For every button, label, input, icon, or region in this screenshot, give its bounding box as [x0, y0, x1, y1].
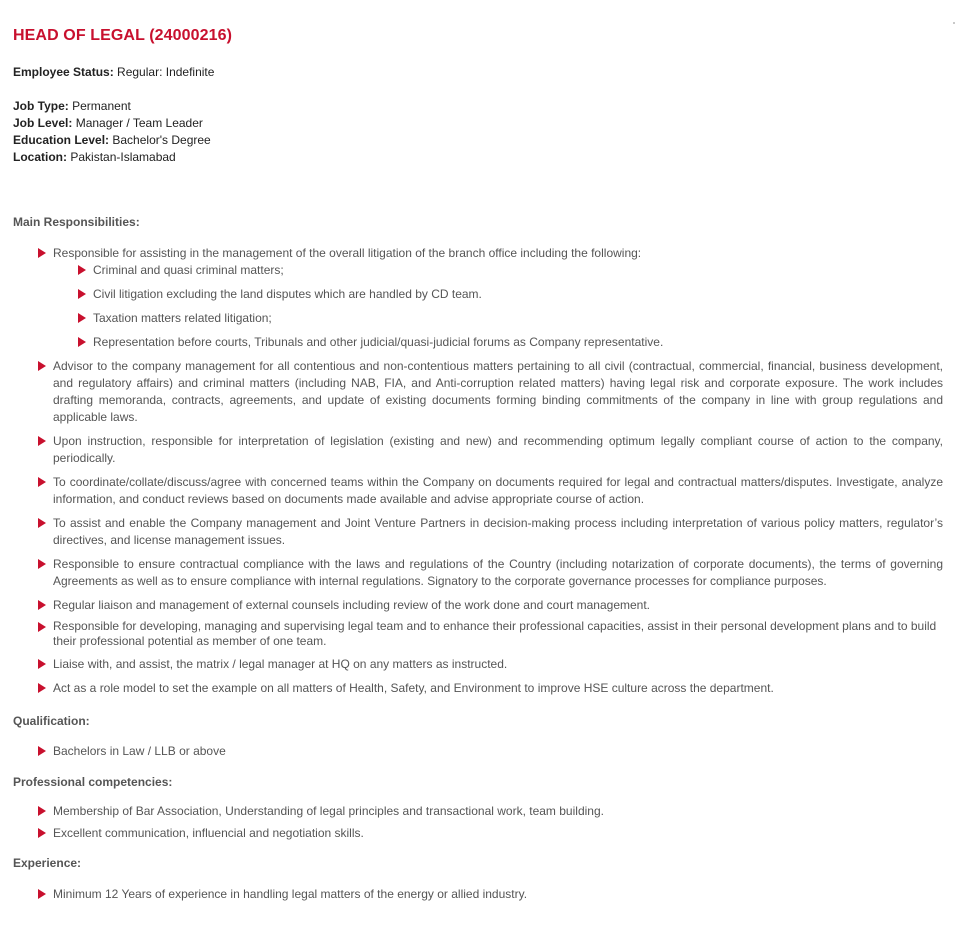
- responsibilities-intro-list: [53, 245, 943, 262]
- competencies-list: [53, 803, 943, 842]
- responsibilities-heading: Main Responsibilities:: [13, 215, 140, 229]
- list-item: Excellent communication, influencial and negotiation skills.: [53, 825, 943, 842]
- experience-list: [53, 886, 943, 903]
- list-item: Responsible to ensure contractual compliance with the laws and regulations of the Country (including notarization of corporate documents), the terms of governing Agreements as well as to ensure compliance with internal regulations. Signatory to the corporate governance processes for compliance purposes.: [53, 556, 943, 590]
- employee-status-value: Regular: Indefinite: [117, 65, 215, 79]
- bullet-triangle-icon: [38, 746, 46, 756]
- bullet-triangle-icon: [38, 559, 46, 569]
- bullet-triangle-icon: [38, 659, 46, 669]
- experience-heading: Experience:: [13, 856, 82, 870]
- bullet-triangle-icon: [78, 313, 86, 323]
- competencies-heading: Professional competencies:: [13, 775, 173, 789]
- bullet-triangle-icon: [38, 518, 46, 528]
- list-item: Liaise with, and assist, the matrix / legal manager at HQ on any matters as instructed.: [53, 656, 943, 673]
- job-type: [13, 98, 131, 115]
- employee-status-label: Employee Status:: [13, 65, 114, 79]
- bullet-triangle-icon: [38, 806, 46, 816]
- list-item: Bachelors in Law / LLB or above: [53, 743, 943, 760]
- list-item: Membership of Bar Association, Understanding of legal principles and transactional work, team building.: [53, 803, 943, 820]
- location-label: Location:: [13, 150, 67, 164]
- responsibilities-list: [53, 358, 943, 697]
- bullet-triangle-icon: [38, 361, 46, 371]
- list-item: To assist and enable the Company management and Joint Venture Partners in decision-making process including interpretation of various policy matters, regulator’s directives, and license management issues.: [53, 515, 943, 549]
- bullet-triangle-icon: [38, 248, 46, 258]
- location: [13, 149, 176, 166]
- bullet-triangle-icon: [78, 289, 86, 299]
- education-level-label: Education Level:: [13, 133, 110, 147]
- list-item: Responsible for developing, managing and supervising legal team and to enhance their professional capacities, assist in their personal development plans and to build their professional potential as member of one team.: [53, 619, 943, 649]
- list-item: Minimum 12 Years of experience in handling legal matters of the energy or allied industry.: [53, 886, 943, 903]
- job-level: [13, 115, 203, 132]
- bullet-triangle-icon: [38, 683, 46, 693]
- list-item: Civil litigation excluding the land disputes which are handled by CD team.: [93, 286, 943, 303]
- corner-mark: [953, 22, 955, 24]
- job-type-value: Permanent: [72, 99, 131, 113]
- list-item: Act as a role model to set the example on all matters of Health, Safety, and Environment to improve HSE culture across the department.: [53, 680, 943, 697]
- job-level-label: Job Level:: [13, 116, 73, 130]
- list-item: Criminal and quasi criminal matters;: [93, 262, 943, 279]
- bullet-triangle-icon: [78, 265, 86, 275]
- bullet-triangle-icon: [38, 477, 46, 487]
- bullet-triangle-icon: [38, 600, 46, 610]
- job-type-label: Job Type:: [13, 99, 69, 113]
- job-title: HEAD OF LEGAL (24000216): [13, 27, 233, 44]
- list-item: To coordinate/collate/discuss/agree with concerned teams within the Company on documents required for legal and contractual matters/disputes. Investigate, analyze information, and conduct reviews based on documents made available and advise appropriate course of action.: [53, 474, 943, 508]
- list-item: Representation before courts, Tribunals and other judicial/quasi-judicial forums as Company representative.: [93, 334, 943, 351]
- list-item: Responsible for assisting in the management of the overall litigation of the branch office including the following:: [53, 245, 943, 262]
- bullet-triangle-icon: [38, 828, 46, 838]
- employee-status: [13, 64, 214, 81]
- responsibilities-sub-list: [93, 262, 943, 351]
- qualification-heading: Qualification:: [13, 714, 90, 728]
- list-item: Upon instruction, responsible for interpretation of legislation (existing and new) and recommending optimum legally compliant course of action to the company, periodically.: [53, 433, 943, 467]
- bullet-triangle-icon: [38, 889, 46, 899]
- list-item: Taxation matters related litigation;: [93, 310, 943, 327]
- education-level-value: Bachelor's Degree: [112, 133, 211, 147]
- bullet-triangle-icon: [38, 436, 46, 446]
- bullet-triangle-icon: [38, 622, 46, 632]
- bullet-triangle-icon: [78, 337, 86, 347]
- job-level-value: Manager / Team Leader: [75, 116, 203, 130]
- qualification-list: [53, 743, 943, 760]
- education-level: [13, 132, 211, 149]
- list-item: Regular liaison and management of external counsels including review of the work done and court management.: [53, 597, 943, 614]
- list-item: Advisor to the company management for all contentious and non-contentious matters pertaining to all civil (contractual, commercial, financial, business development, and regulatory affairs) and criminal matters (including NAB, FIA, and Anti-corruption related matters) having legal risk and corporate exposure. The work includes drafting memoranda, contracts, agreements, and update of existing documents forming binding commitments of the company in line with group regulations and applicable laws.: [53, 358, 943, 426]
- location-value: Pakistan-Islamabad: [70, 150, 176, 164]
